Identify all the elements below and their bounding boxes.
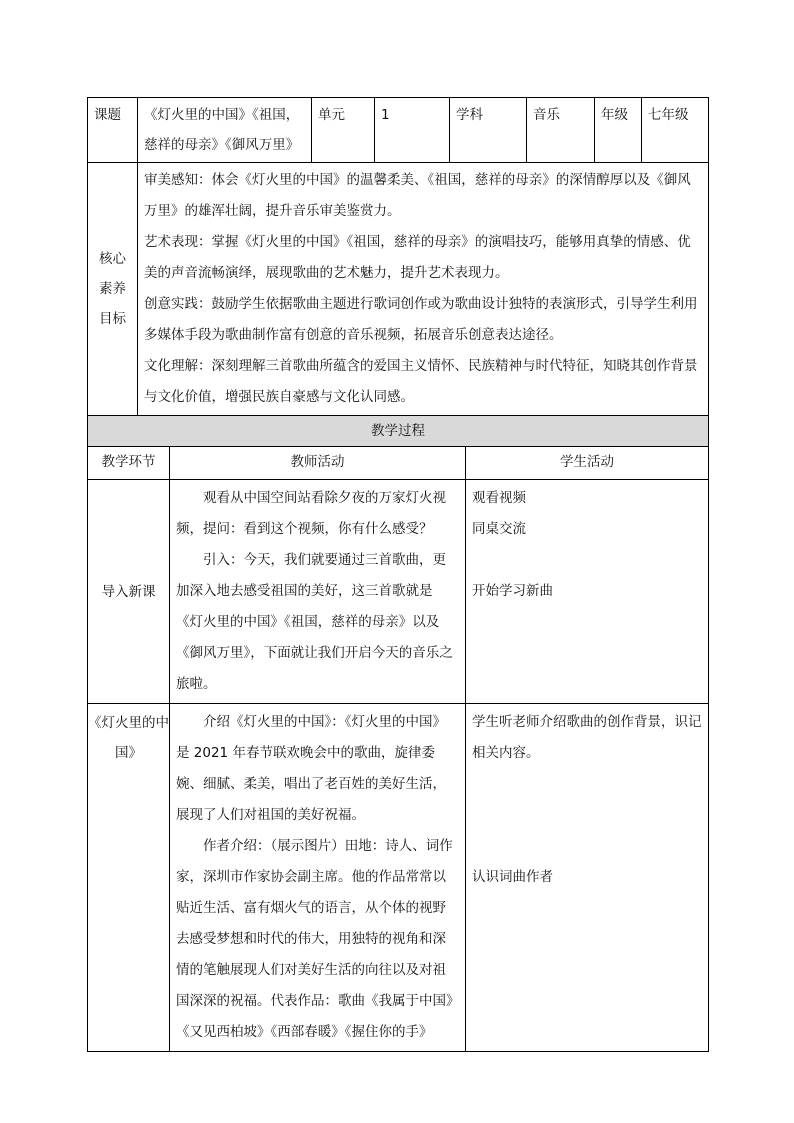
student-line: 开始学习新曲 <box>472 583 553 599</box>
teacher-activity-song1 <box>170 704 466 1052</box>
process-row-intro <box>88 480 709 704</box>
teacher-paragraph: 作者介绍：（展示图片）田地：诗人、词作家，深圳市作家协会副主席。他的作品常常以贴近生活、富有烟火气的语言，从个体的视野去感受梦想和时代的伟大，用独特的视角和深情的笔触展现人们对美好生活的向往以及对祖国深深的祝福。代表作品：歌曲《我属于中国》《又见西柏坡》《西部春暖》《握住你的手》 <box>176 838 453 1040</box>
subject-label: 学科 <box>450 98 527 163</box>
header-student: 学生活动 <box>466 447 709 480</box>
goal-culture: 文化理解：深刻理解三首歌曲所蕴含的爱国主义情怀、民族精神与时代特征，知晓其创作背景与文化价值，增强民族自豪感与文化认同感。 <box>144 358 698 405</box>
student-line: 认识词曲作者 <box>472 869 553 885</box>
core-literacy-row <box>88 163 709 416</box>
lesson-info-table <box>87 97 709 416</box>
teacher-paragraph: 介绍《灯火里的中国》：《灯火里的中国》是 2021 年春节联欢晚会中的歌曲，旋律委婉、细腻、柔美，唱出了老百姓的美好生活，展现了人们对祖国的美好祝福。 <box>176 714 446 823</box>
process-title-row <box>88 416 709 447</box>
teacher-paragraph: 观看从中国空间站看除夕夜的万家灯火视频，提问：看到这个视频，你有什么感受？ <box>176 490 446 537</box>
process-row-song1 <box>88 704 709 1052</box>
grade-label: 年级 <box>595 98 642 163</box>
core-literacy-goals <box>138 163 709 416</box>
student-line: 观看视频 <box>472 490 526 506</box>
process-header-row <box>88 447 709 480</box>
teacher-paragraph: 引入：今天，我们就要通过三首歌曲，更加深入地去感受祖国的美好，这三首歌就是《灯火里的中国》《祖国，慈祥的母亲》以及《御风万里》，下面就让我们开启今天的音乐之旅啦。 <box>176 552 453 692</box>
topic-label: 课题 <box>88 98 138 163</box>
core-literacy-label: 核心素养目标 <box>88 163 138 416</box>
unit-label: 单元 <box>312 98 375 163</box>
topic-value: 《灯火里的中国》《祖国，慈祥的母亲》《御风万里》 <box>138 98 312 163</box>
student-activity-song1 <box>466 704 709 1052</box>
info-row <box>88 98 709 163</box>
student-line <box>472 769 702 800</box>
process-title: 教学过程 <box>88 416 709 447</box>
student-line <box>472 800 702 831</box>
lesson-plan-page <box>87 97 708 1052</box>
student-line <box>472 831 702 862</box>
teaching-process-table <box>87 415 709 1052</box>
student-activity-intro <box>466 480 709 704</box>
stage-song1: 《灯火里的中国》 <box>88 704 170 1052</box>
goal-aesthetic: 审美感知：体会《灯火里的中国》的温馨柔美、《祖国，慈祥的母亲》的深情醇厚以及《御风万里》的雄浑壮阔，提升音乐审美鉴赏力。 <box>144 172 691 219</box>
goal-expression: 艺术表现：掌握《灯火里的中国》《祖国，慈祥的母亲》的演唱技巧，能够用真挚的情感、优美的声音流畅演绎，展现歌曲的艺术魅力，提升艺术表现力。 <box>144 234 691 281</box>
header-teacher: 教师活动 <box>170 447 466 480</box>
header-stage: 教学环节 <box>88 447 170 480</box>
goal-creativity: 创意实践：鼓励学生依据歌曲主题进行歌词创作或为歌曲设计独特的表演形式，引导学生利用多媒体手段为歌曲制作富有创意的音乐视频，拓展音乐创意表达途径。 <box>144 296 698 343</box>
teacher-activity-intro <box>170 480 466 704</box>
unit-value: 1 <box>375 98 450 163</box>
subject-value: 音乐 <box>527 98 595 163</box>
grade-value: 七年级 <box>642 98 709 163</box>
student-line: 同桌交流 <box>472 521 526 537</box>
stage-intro: 导入新课 <box>88 480 170 704</box>
student-line <box>472 545 702 576</box>
student-line: 学生听老师介绍歌曲的创作背景，识记相关内容。 <box>472 714 702 761</box>
